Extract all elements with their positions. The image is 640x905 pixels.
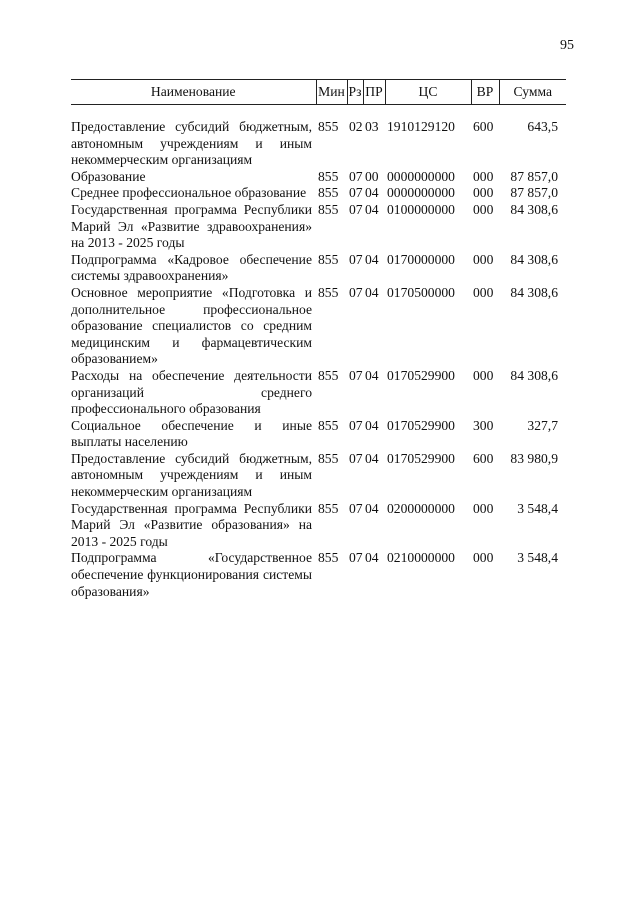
cell-sum: 87 857,0	[510, 168, 558, 184]
cell-rz: 07	[349, 417, 363, 433]
cell-rz: 07	[349, 450, 363, 466]
cell-sum: 3 548,4	[517, 500, 558, 516]
cell-pr: 03	[365, 119, 379, 134]
cell-sum: 87 857,0	[510, 185, 558, 201]
cell-name: Предоставление субсидий бюджетным, автономным учреждениям и иным некоммерческим организациям	[71, 119, 312, 168]
table-header-row	[71, 80, 566, 105]
table-row	[71, 451, 566, 501]
cell-sum: 84 308,6	[510, 251, 558, 267]
cell-sum: 327,7	[527, 417, 558, 433]
cell-name: Государственная программа Республики Марий Эл «Развитие здравоохранения» на 2013 - 2025 годы	[71, 201, 312, 251]
cell-pr: 00	[365, 168, 379, 184]
table-row	[71, 119, 566, 169]
cell-name: Образование	[71, 168, 146, 184]
cell-rz: 07	[349, 550, 363, 566]
cell-name: Предоставление субсидий бюджетным, автономным учреждениям и иным некоммерческим организациям	[71, 450, 312, 500]
cell-rz: 07	[349, 185, 363, 201]
cell-cs: 1910129120	[387, 119, 455, 134]
cell-min: 855	[318, 367, 339, 383]
cell-pr: 04	[365, 550, 379, 566]
cell-name: Социальное обеспечение и иные выплаты населению	[71, 417, 312, 450]
cell-min: 855	[318, 168, 339, 184]
table-row	[71, 202, 566, 252]
cell-vr: 000	[473, 168, 494, 184]
header-vr: ВР	[471, 80, 499, 105]
cell-min: 855	[318, 119, 339, 134]
cell-vr: 600	[473, 119, 494, 134]
cell-cs: 0170000000	[387, 251, 455, 267]
cell-min: 855	[318, 550, 339, 566]
header-pr: ПР	[363, 80, 385, 105]
table-row	[71, 285, 566, 368]
table-row	[71, 185, 566, 202]
table-body	[71, 119, 566, 600]
table-row	[71, 169, 566, 186]
cell-min: 855	[318, 500, 339, 516]
cell-rz: 02	[349, 119, 363, 134]
cell-vr: 000	[473, 201, 494, 217]
cell-cs: 0210000000	[387, 550, 455, 566]
cell-sum: 643,5	[527, 119, 558, 134]
page-number: 95	[560, 38, 574, 53]
cell-vr: 000	[473, 550, 494, 566]
table-spacer	[71, 105, 566, 120]
cell-cs: 0170500000	[387, 284, 455, 300]
cell-min: 855	[318, 201, 339, 217]
cell-name: Расходы на обеспечение деятельности организаций среднего профессионального образования	[71, 367, 312, 417]
header-cs: ЦС	[385, 80, 471, 105]
cell-rz: 07	[349, 284, 363, 300]
cell-sum: 3 548,4	[517, 550, 558, 566]
cell-pr: 04	[365, 500, 379, 516]
table-row	[71, 550, 566, 600]
table-row	[71, 368, 566, 418]
cell-pr: 04	[365, 284, 379, 300]
cell-vr: 000	[473, 367, 494, 383]
cell-rz: 07	[349, 201, 363, 217]
header-min: Мин	[316, 80, 347, 105]
cell-cs: 0170529900	[387, 450, 455, 466]
cell-rz: 07	[349, 251, 363, 267]
cell-vr: 600	[473, 450, 494, 466]
cell-min: 855	[318, 284, 339, 300]
cell-sum: 84 308,6	[510, 367, 558, 383]
cell-cs: 0000000000	[387, 168, 455, 184]
cell-vr: 000	[473, 500, 494, 516]
header-name: Наименование	[71, 80, 316, 105]
cell-pr: 04	[365, 251, 379, 267]
cell-cs: 0170529900	[387, 367, 455, 383]
cell-pr: 04	[365, 201, 379, 217]
cell-min: 855	[318, 450, 339, 466]
cell-rz: 07	[349, 367, 363, 383]
cell-name: Среднее профессиональное образование	[71, 185, 307, 201]
cell-min: 855	[318, 251, 339, 267]
header-rz: Рз	[347, 80, 363, 105]
cell-sum: 83 980,9	[510, 450, 558, 466]
cell-name: Государственная программа Республики Марий Эл «Развитие образования» на 2013 - 2025 годы	[71, 500, 312, 549]
cell-min: 855	[318, 417, 339, 433]
cell-pr: 04	[365, 185, 379, 201]
cell-pr: 04	[365, 450, 379, 466]
table-row	[71, 418, 566, 451]
cell-vr: 000	[473, 185, 494, 201]
cell-cs: 0200000000	[387, 500, 455, 516]
cell-cs: 0170529900	[387, 417, 455, 433]
header-sum: Сумма	[499, 80, 566, 105]
cell-vr: 300	[473, 417, 494, 433]
cell-pr: 04	[365, 367, 379, 383]
table-row	[71, 252, 566, 285]
cell-vr: 000	[473, 251, 494, 267]
cell-sum: 84 308,6	[510, 284, 558, 300]
budget-table	[71, 79, 566, 600]
cell-pr: 04	[365, 417, 379, 433]
cell-rz: 07	[349, 168, 363, 184]
cell-name: Подпрограмма «Кадровое обеспечение системы здравоохранения»	[71, 251, 312, 284]
cell-cs: 0000000000	[387, 185, 455, 201]
cell-name: Подпрограмма «Государственное обеспечение функционирования системы образования»	[71, 550, 312, 599]
cell-sum: 84 308,6	[510, 201, 558, 217]
cell-vr: 000	[473, 284, 494, 300]
cell-cs: 0100000000	[387, 201, 455, 217]
cell-name: Основное мероприятие «Подготовка и дополнительное профессиональное образование специалистов со средним медицинским и фармацевтическим образованием»	[71, 284, 312, 367]
cell-min: 855	[318, 185, 339, 201]
table-row	[71, 501, 566, 551]
cell-rz: 07	[349, 500, 363, 516]
